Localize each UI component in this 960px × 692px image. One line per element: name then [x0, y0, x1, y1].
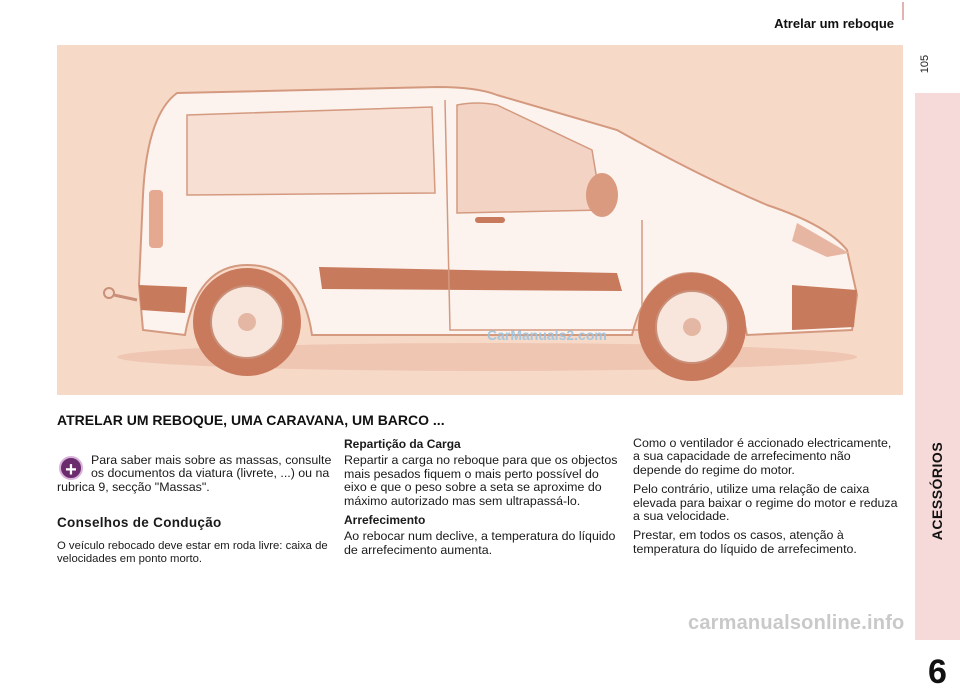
column-right: [633, 437, 901, 562]
chapter-tab-label: ACESSÓRIOS: [929, 441, 945, 541]
cargo-panel: [187, 107, 435, 195]
load-distribution-text: Repartir a carga no reboque para que os objectos mais pesados fiquem o mais perto possível do eixo e que o peso sobre a seta se aproxime do máximo autorizado mas sem ultrapassá-lo.: [344, 453, 618, 508]
footer-watermark: carmanualsonline.info: [688, 612, 905, 634]
rear-wheel-hub: [238, 313, 256, 331]
front-wheel-hub: [683, 318, 701, 336]
cooling-heading: Arrefecimento: [344, 513, 426, 528]
load-distribution-heading: Repartição da Carga: [344, 437, 461, 451]
chapter-side-tab: [915, 93, 960, 691]
front-bumper: [792, 285, 857, 330]
info-note: Para saber mais sobre as massas, consulte os documentos da viatura (livrete, ...) ou na rubrica 9, secção "Massas".: [57, 453, 332, 494]
rear-bumper: [139, 285, 187, 313]
header-divider: [902, 2, 904, 20]
door-handle: [475, 217, 505, 223]
page-number: 105: [919, 54, 931, 74]
chapter-number: 6: [928, 653, 947, 691]
temperature-paragraph: Prestar, em todos os casos, atenção à temperatura do líquido de arrefecimento.: [633, 528, 857, 556]
tow-ball-icon: [104, 288, 114, 298]
driving-advice-text: O veículo rebocado deve estar em roda livre: caixa de velocidades em ponto morto.: [57, 539, 328, 565]
section-title: ATRELAR UM REBOQUE, UMA CARAVANA, UM BARCO ...: [57, 412, 445, 428]
tail-light: [149, 190, 163, 248]
fan-paragraph: Como o ventilador é accionado electricamente, a sua capacidade de arrefecimento não depende do regime do motor.: [633, 436, 892, 477]
plus-info-icon: +: [59, 456, 83, 480]
van-drawing: [57, 45, 903, 395]
column-middle: [344, 438, 620, 563]
cooling-text: Ao rebocar num declive, a temperatura do líquido de arrefecimento aumenta.: [344, 529, 616, 557]
side-mirror: [586, 173, 618, 217]
tow-bar: [114, 295, 137, 300]
driving-advice-heading: Conselhos de Condução: [57, 515, 222, 531]
van-towing-illustration: [57, 45, 903, 395]
column-left: [57, 454, 332, 572]
gear-paragraph: Pelo contrário, utilize uma relação de caixa elevada para baixar o regime do motor e reduza a sua velocidade.: [633, 482, 898, 524]
page-header-title: Atrelar um reboque: [774, 16, 894, 31]
illustration-watermark: CarManuals2.com: [487, 327, 607, 343]
